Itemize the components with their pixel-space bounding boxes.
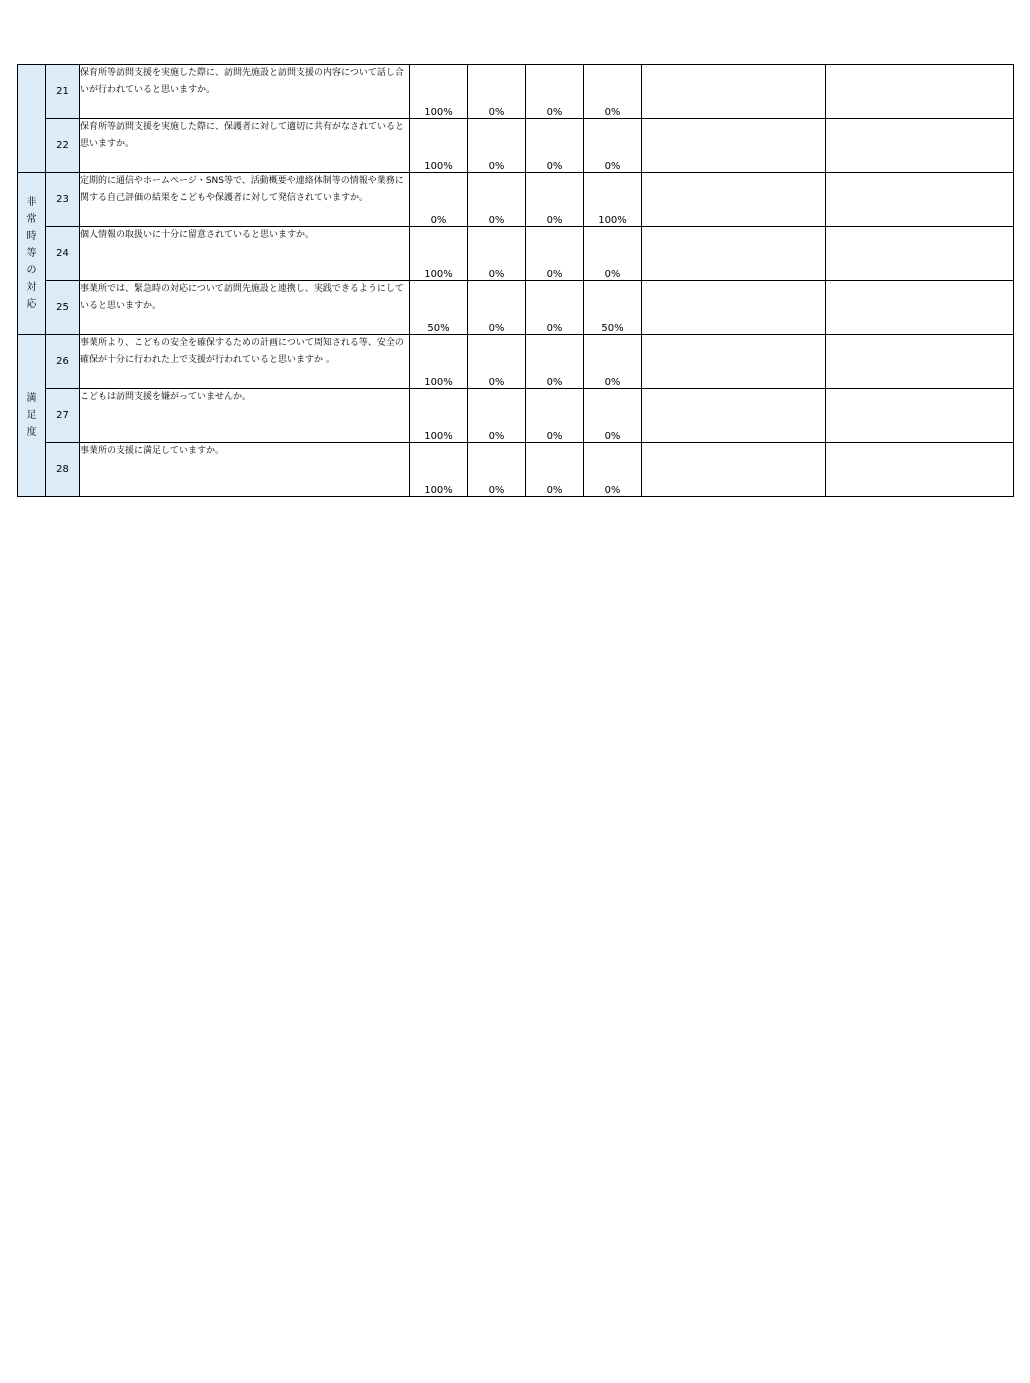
category-char: 非: [26, 197, 37, 208]
question-text: 事業所の支援に満足していますか。: [80, 443, 410, 497]
answer-percent-4: 0%: [584, 443, 642, 497]
question-text: 保育所等訪問支援を実施した際に、保護者に対して適切に共有がなされていると思いますか。: [80, 119, 410, 173]
answer-percent-3: 0%: [526, 119, 584, 173]
answer-percent-3: 0%: [526, 173, 584, 227]
comment-cell: [642, 65, 826, 119]
answer-percent-4: 0%: [584, 119, 642, 173]
question-number: 26: [46, 335, 80, 389]
question-text: 保育所等訪問支援を実施した際に、訪問先施設と訪問支援の内容について話し合いが行われていると思いますか。: [80, 65, 410, 119]
comment-cell: [642, 281, 826, 335]
table-row: [18, 335, 1014, 389]
answer-percent-2: 0%: [468, 65, 526, 119]
category-char: 時: [26, 231, 37, 242]
answer-percent-4: 0%: [584, 227, 642, 281]
question-number: 21: [46, 65, 80, 119]
answer-percent-1: 100%: [410, 389, 468, 443]
response-cell: [826, 335, 1014, 389]
answer-percent-2: 0%: [468, 443, 526, 497]
category-cell-continued: [18, 65, 46, 173]
response-cell: [826, 65, 1014, 119]
answer-percent-1: 50%: [410, 281, 468, 335]
answer-percent-4: 0%: [584, 335, 642, 389]
question-text: こどもは訪問支援を嫌がっていませんか。: [80, 389, 410, 443]
answer-percent-2: 0%: [468, 281, 526, 335]
answer-percent-3: 0%: [526, 65, 584, 119]
question-text: 定期的に通信やホームページ・SNS等で、活動概要や連絡体制等の情報や業務に関する自己評価の結果をこどもや保護者に対して発信されていますか。: [80, 173, 410, 227]
comment-cell: [642, 389, 826, 443]
question-number: 25: [46, 281, 80, 335]
table-row: [18, 281, 1014, 335]
response-cell: [826, 173, 1014, 227]
answer-percent-3: 0%: [526, 389, 584, 443]
question-number: 23: [46, 173, 80, 227]
answer-percent-2: 0%: [468, 389, 526, 443]
response-cell: [826, 227, 1014, 281]
question-text: 個人情報の取扱いに十分に留意されていると思いますか。: [80, 227, 410, 281]
category-cell-satisfaction: [18, 335, 46, 497]
question-text: 事業所では、緊急時の対応について訪問先施設と連携し、実践できるようにしていると思いますか。: [80, 281, 410, 335]
comment-cell: [642, 227, 826, 281]
table-row: [18, 443, 1014, 497]
answer-percent-3: 0%: [526, 335, 584, 389]
answer-percent-1: 100%: [410, 227, 468, 281]
table-row: [18, 65, 1014, 119]
table-row: [18, 173, 1014, 227]
answer-percent-2: 0%: [468, 119, 526, 173]
comment-cell: [642, 335, 826, 389]
category-char: 度: [26, 427, 37, 438]
category-char: 対: [26, 282, 37, 293]
category-cell-emergency: [18, 173, 46, 335]
comment-cell: [642, 443, 826, 497]
answer-percent-3: 0%: [526, 443, 584, 497]
question-number: 24: [46, 227, 80, 281]
category-char: 応: [26, 299, 37, 310]
comment-cell: [642, 173, 826, 227]
response-cell: [826, 281, 1014, 335]
answer-percent-2: 0%: [468, 173, 526, 227]
comment-cell: [642, 119, 826, 173]
answer-percent-4: 50%: [584, 281, 642, 335]
table-row: [18, 119, 1014, 173]
response-cell: [826, 389, 1014, 443]
answer-percent-4: 100%: [584, 173, 642, 227]
response-cell: [826, 119, 1014, 173]
question-text: 事業所より、こどもの安全を確保するための計画について周知される等、安全の確保が十分に行われた上で支援が行われていると思いますか 。: [80, 335, 410, 389]
survey-table: [17, 64, 1014, 497]
category-char: 常: [26, 214, 37, 225]
table-row: [18, 227, 1014, 281]
answer-percent-3: 0%: [526, 227, 584, 281]
question-number: 27: [46, 389, 80, 443]
question-number: 28: [46, 443, 80, 497]
answer-percent-4: 0%: [584, 389, 642, 443]
answer-percent-1: 100%: [410, 335, 468, 389]
category-char: の: [26, 265, 37, 276]
category-char: 等: [26, 248, 37, 259]
answer-percent-3: 0%: [526, 281, 584, 335]
answer-percent-1: 100%: [410, 65, 468, 119]
response-cell: [826, 443, 1014, 497]
answer-percent-1: 100%: [410, 443, 468, 497]
answer-percent-1: 0%: [410, 173, 468, 227]
answer-percent-4: 0%: [584, 65, 642, 119]
table-row: [18, 389, 1014, 443]
question-number: 22: [46, 119, 80, 173]
category-char: 足: [26, 410, 37, 421]
answer-percent-2: 0%: [468, 227, 526, 281]
answer-percent-1: 100%: [410, 119, 468, 173]
category-char: 満: [26, 393, 37, 404]
answer-percent-2: 0%: [468, 335, 526, 389]
